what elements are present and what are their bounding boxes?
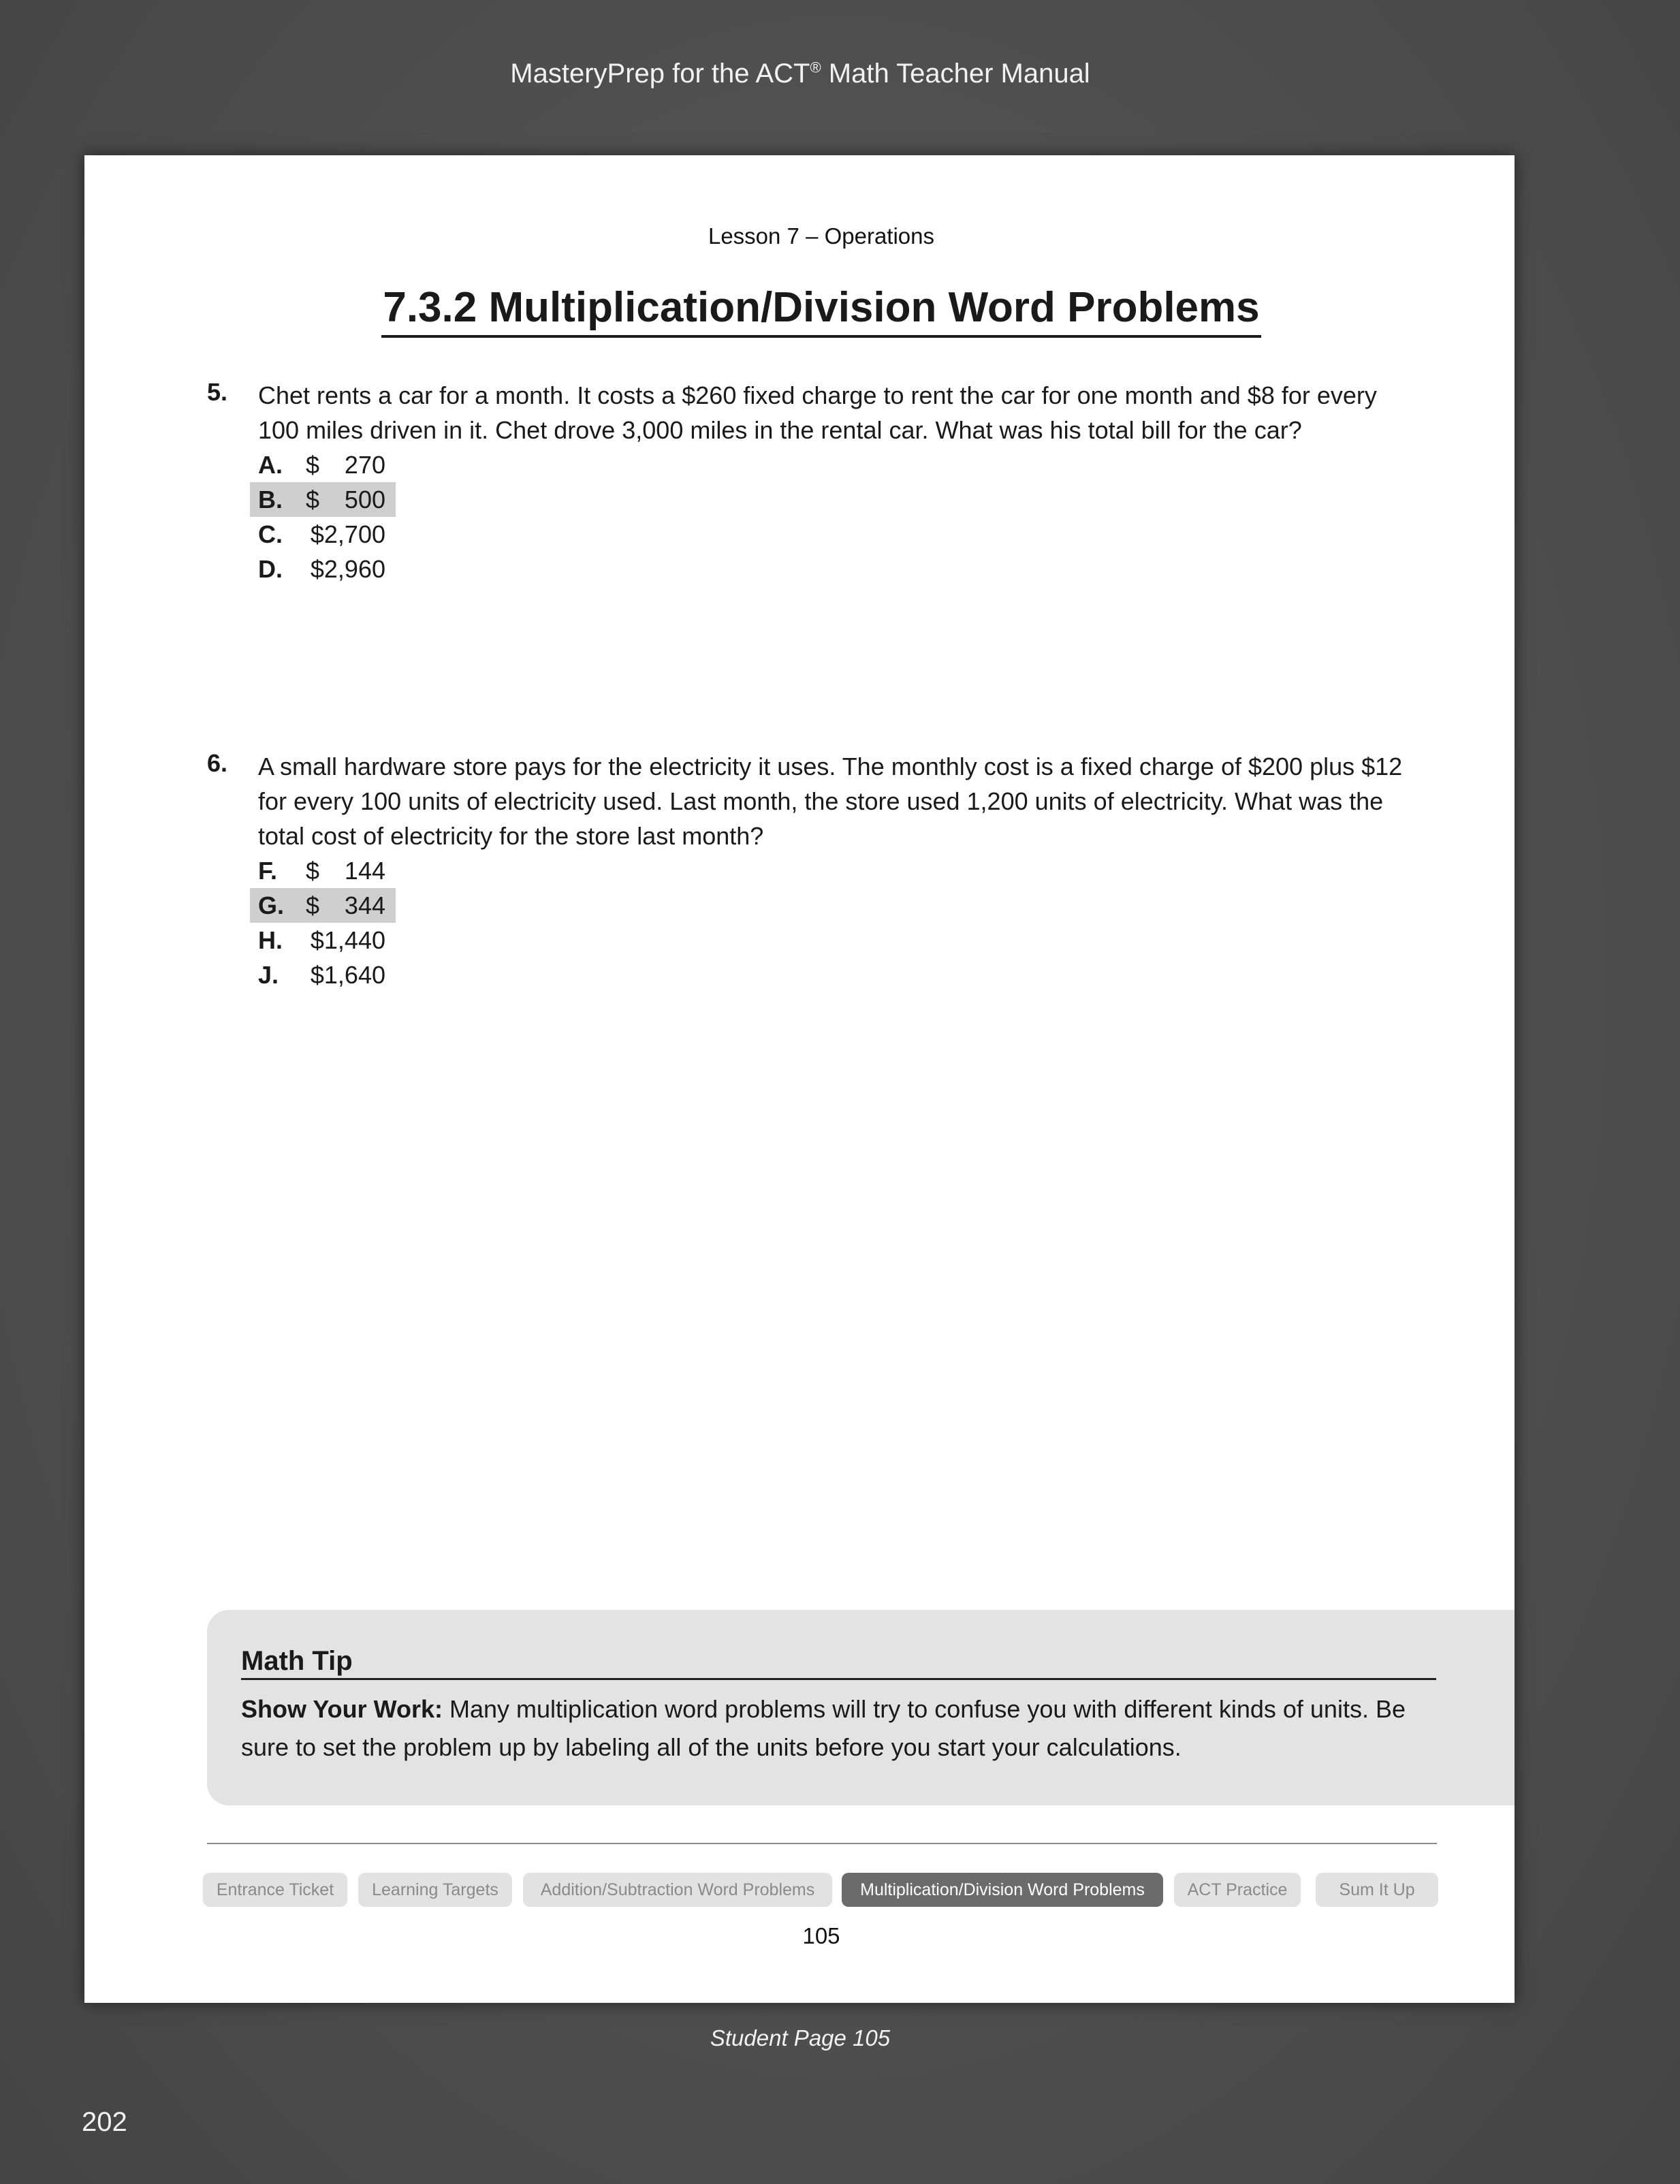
nav-tab-addition-subtraction[interactable]: Addition/Subtraction Word Problems <box>523 1873 832 1907</box>
choice-amount: $2,700 <box>310 520 385 548</box>
math-tip-body <box>241 1690 1440 1767</box>
choice-amount: 270 <box>344 451 385 479</box>
registered-mark: ® <box>810 59 821 76</box>
choice-amount: 500 <box>344 486 385 513</box>
section-heading: 7.3.2 Multiplication/Division Word Problems <box>381 285 1261 338</box>
manual-title-suffix: Math Teacher Manual <box>821 59 1090 89</box>
choice-dollar: $ <box>306 486 320 513</box>
lesson-label: Lesson 7 – Operations <box>708 223 935 249</box>
manual-title <box>0 59 1600 89</box>
choice-letter: B. <box>258 486 283 513</box>
answer-choices <box>250 447 396 586</box>
choice-letter: F. <box>258 857 278 885</box>
choice-dollar: $ <box>306 451 320 479</box>
answer-choice-b-correct[interactable] <box>250 482 396 517</box>
nav-tab-act-practice[interactable]: ACT Practice <box>1174 1873 1301 1907</box>
nav-tab-entrance-ticket[interactable]: Entrance Ticket <box>203 1873 347 1907</box>
choice-amount: $2,960 <box>310 555 385 583</box>
answer-choices <box>250 853 396 992</box>
math-tip-title: Math Tip <box>241 1644 1436 1680</box>
choice-letter: D. <box>258 555 283 583</box>
student-page-caption: Student Page 105 <box>710 2025 891 2051</box>
nav-tab-sum-it-up[interactable]: Sum It Up <box>1316 1873 1438 1907</box>
choice-letter: H. <box>258 926 283 954</box>
answer-choice-j[interactable] <box>250 958 396 992</box>
choice-amount: $1,440 <box>310 926 385 954</box>
choice-letter: G. <box>258 891 285 919</box>
choice-letter: J. <box>258 961 279 989</box>
student-page-number: 105 <box>802 1923 840 1948</box>
choice-letter: A. <box>258 451 283 479</box>
choice-dollar: $ <box>306 857 320 885</box>
math-tip-box <box>207 1610 1515 1805</box>
answer-choice-a[interactable] <box>250 447 396 482</box>
question-text: Chet rents a car for a month. It costs a $260 fixed charge to rent the car for one month and $8 for every 100 miles driven in it. Chet drove 3,000 miles in the rental car. What was his total bill for the car? <box>258 381 1377 444</box>
section-heading-wrap <box>84 285 1558 338</box>
choice-amount: $1,640 <box>310 961 385 989</box>
math-tip-text: Many multiplication word problems will try to confuse you with different kinds of units. Be sure to set the problem up by labeling all of the units before you start your calculations. <box>241 1695 1406 1761</box>
student-page-sheet <box>84 155 1515 2003</box>
manual-title-prefix: MasteryPrep for the ACT <box>510 59 810 89</box>
answer-choice-h[interactable] <box>250 923 396 958</box>
choice-amount: 344 <box>344 891 385 919</box>
question-number: 6. <box>207 749 228 777</box>
math-tip-lead: Show Your Work: <box>241 1695 443 1723</box>
footer-divider <box>207 1843 1437 1844</box>
question-number: 5. <box>207 378 228 406</box>
nav-tab-multiplication-division[interactable]: Multiplication/Division Word Problems <box>842 1873 1163 1907</box>
manual-page-number: 202 <box>82 2107 127 2137</box>
answer-choice-f[interactable] <box>250 853 396 888</box>
answer-choice-c[interactable] <box>250 517 396 552</box>
answer-choice-d[interactable] <box>250 552 396 586</box>
choice-letter: C. <box>258 520 283 548</box>
question-text: A small hardware store pays for the electricity it uses. The monthly cost is a fixed charge of $200 plus $12 for every 100 units of electricity used. Last month, the store used 1,200 units of electricity. What was the total cost of electricity for the store last month? <box>258 753 1403 850</box>
answer-choice-g-correct[interactable] <box>250 888 396 923</box>
choice-amount: 144 <box>344 857 385 885</box>
nav-tab-learning-targets[interactable]: Learning Targets <box>358 1873 512 1907</box>
choice-dollar: $ <box>306 891 320 919</box>
